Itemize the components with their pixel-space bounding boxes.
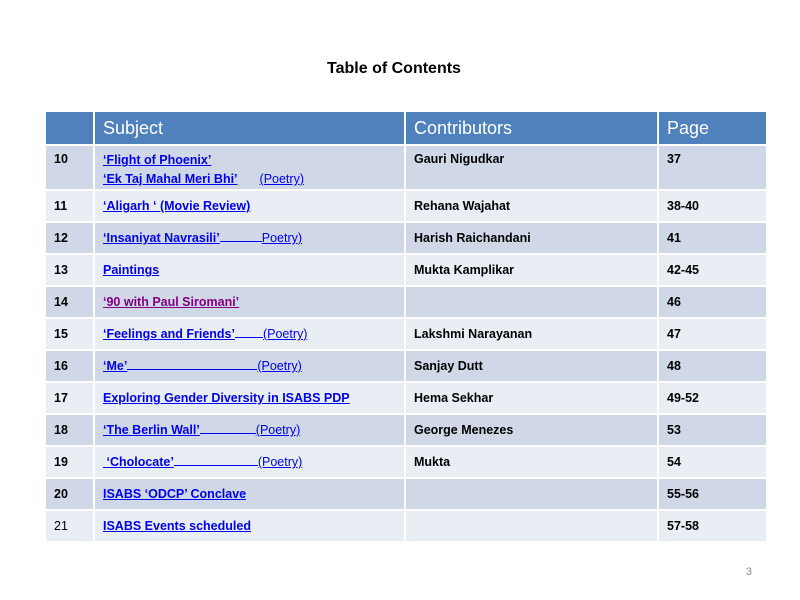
row-subject — [94, 510, 405, 542]
table-row — [46, 190, 767, 222]
table-row — [46, 478, 767, 510]
row-subject — [94, 478, 405, 510]
row-page: 49-52 — [658, 382, 767, 414]
row-subject — [94, 254, 405, 286]
subject-link[interactable]: ‘Me’ — [103, 359, 128, 373]
header-num — [46, 112, 94, 145]
table-row — [46, 254, 767, 286]
row-number: 16 — [46, 350, 94, 382]
row-number: 18 — [46, 414, 94, 446]
subject-link[interactable]: ‘Aligarh ‘ (Movie Review) — [103, 199, 251, 213]
row-contributor: Hema Sekhar — [405, 382, 658, 414]
header-subject: Subject — [94, 112, 405, 145]
row-page: 53 — [658, 414, 767, 446]
row-number: 15 — [46, 318, 94, 350]
table-row — [46, 222, 767, 254]
slide-number: 3 — [745, 566, 752, 578]
row-number: 11 — [46, 190, 94, 222]
table-row — [46, 286, 767, 318]
row-number: 14 — [46, 286, 94, 318]
row-subject — [94, 414, 405, 446]
row-page: 54 — [658, 446, 767, 478]
header-page: Page — [658, 112, 767, 145]
table-row — [46, 382, 767, 414]
row-subject — [94, 190, 405, 222]
subject-link[interactable]: ‘Feelings and Friends’ — [103, 327, 235, 341]
row-subject — [94, 350, 405, 382]
row-subject — [94, 318, 405, 350]
row-page: 37 — [658, 145, 767, 190]
subject-tag[interactable]: Poetry) — [261, 231, 303, 245]
row-number: 19 — [46, 446, 94, 478]
subject-tag[interactable]: (Poetry) — [259, 172, 304, 186]
row-page: 57-58 — [658, 510, 767, 542]
table-row — [46, 446, 767, 478]
subject-tag[interactable]: (Poetry) — [257, 455, 303, 469]
table-row — [46, 510, 767, 542]
subject-tag[interactable]: (Poetry) — [262, 327, 308, 341]
row-subject — [94, 145, 405, 190]
row-subject — [94, 382, 405, 414]
row-number: 21 — [46, 510, 94, 542]
row-subject — [94, 286, 405, 318]
table-row — [46, 414, 767, 446]
row-page: 38-40 — [658, 190, 767, 222]
row-contributor: Lakshmi Narayanan — [405, 318, 658, 350]
subject-link[interactable]: Paintings — [103, 263, 160, 277]
row-contributor: Sanjay Dutt — [405, 350, 658, 382]
row-contributor: Mukta — [405, 446, 658, 478]
row-page: 46 — [658, 286, 767, 318]
subject-link[interactable]: ISABS Events scheduled — [103, 519, 251, 533]
row-page: 42-45 — [658, 254, 767, 286]
contents-table — [46, 112, 768, 543]
table-row — [46, 145, 767, 190]
row-contributor: Gauri Nigudkar — [405, 145, 658, 190]
header-contributors: Contributors — [405, 112, 658, 145]
table-row — [46, 318, 767, 350]
row-number: 17 — [46, 382, 94, 414]
row-number: 12 — [46, 222, 94, 254]
subject-link[interactable]: ISABS ‘ODCP’ Conclave — [103, 487, 247, 501]
row-contributor — [405, 286, 658, 318]
subject-link[interactable]: ‘The Berlin Wall’ — [103, 423, 200, 437]
row-number: 10 — [46, 145, 94, 190]
row-subject — [94, 222, 405, 254]
page-title: Table of Contents — [327, 60, 461, 77]
row-page: 55-56 — [658, 478, 767, 510]
table-row — [46, 350, 767, 382]
row-subject — [94, 446, 405, 478]
row-number: 20 — [46, 478, 94, 510]
row-page: 47 — [658, 318, 767, 350]
row-contributor: Harish Raichandani — [405, 222, 658, 254]
subject-link[interactable]: ‘90 with Paul Siromani’ — [103, 295, 240, 309]
subject-link[interactable]: ‘Ek Taj Mahal Meri Bhi’ — [103, 172, 238, 186]
row-contributor: Mukta Kamplikar — [405, 254, 658, 286]
subject-link[interactable]: Exploring Gender Diversity in ISABS PDP — [103, 391, 350, 405]
row-page: 41 — [658, 222, 767, 254]
subject-link[interactable]: ‘Cholocate’ — [103, 455, 174, 469]
row-page: 48 — [658, 350, 767, 382]
subject-tag[interactable]: (Poetry) — [257, 359, 302, 373]
row-contributor: George Menezes — [405, 414, 658, 446]
row-contributor: Rehana Wajahat — [405, 190, 658, 222]
row-number: 13 — [46, 254, 94, 286]
subject-link[interactable]: ‘Flight of Phoenix’ — [103, 153, 212, 167]
row-contributor — [405, 478, 658, 510]
table-header-row — [46, 112, 767, 145]
row-contributor — [405, 510, 658, 542]
subject-tag[interactable]: (Poetry) — [255, 423, 301, 437]
subject-link[interactable]: ‘Insaniyat Navrasili’ — [103, 231, 220, 245]
